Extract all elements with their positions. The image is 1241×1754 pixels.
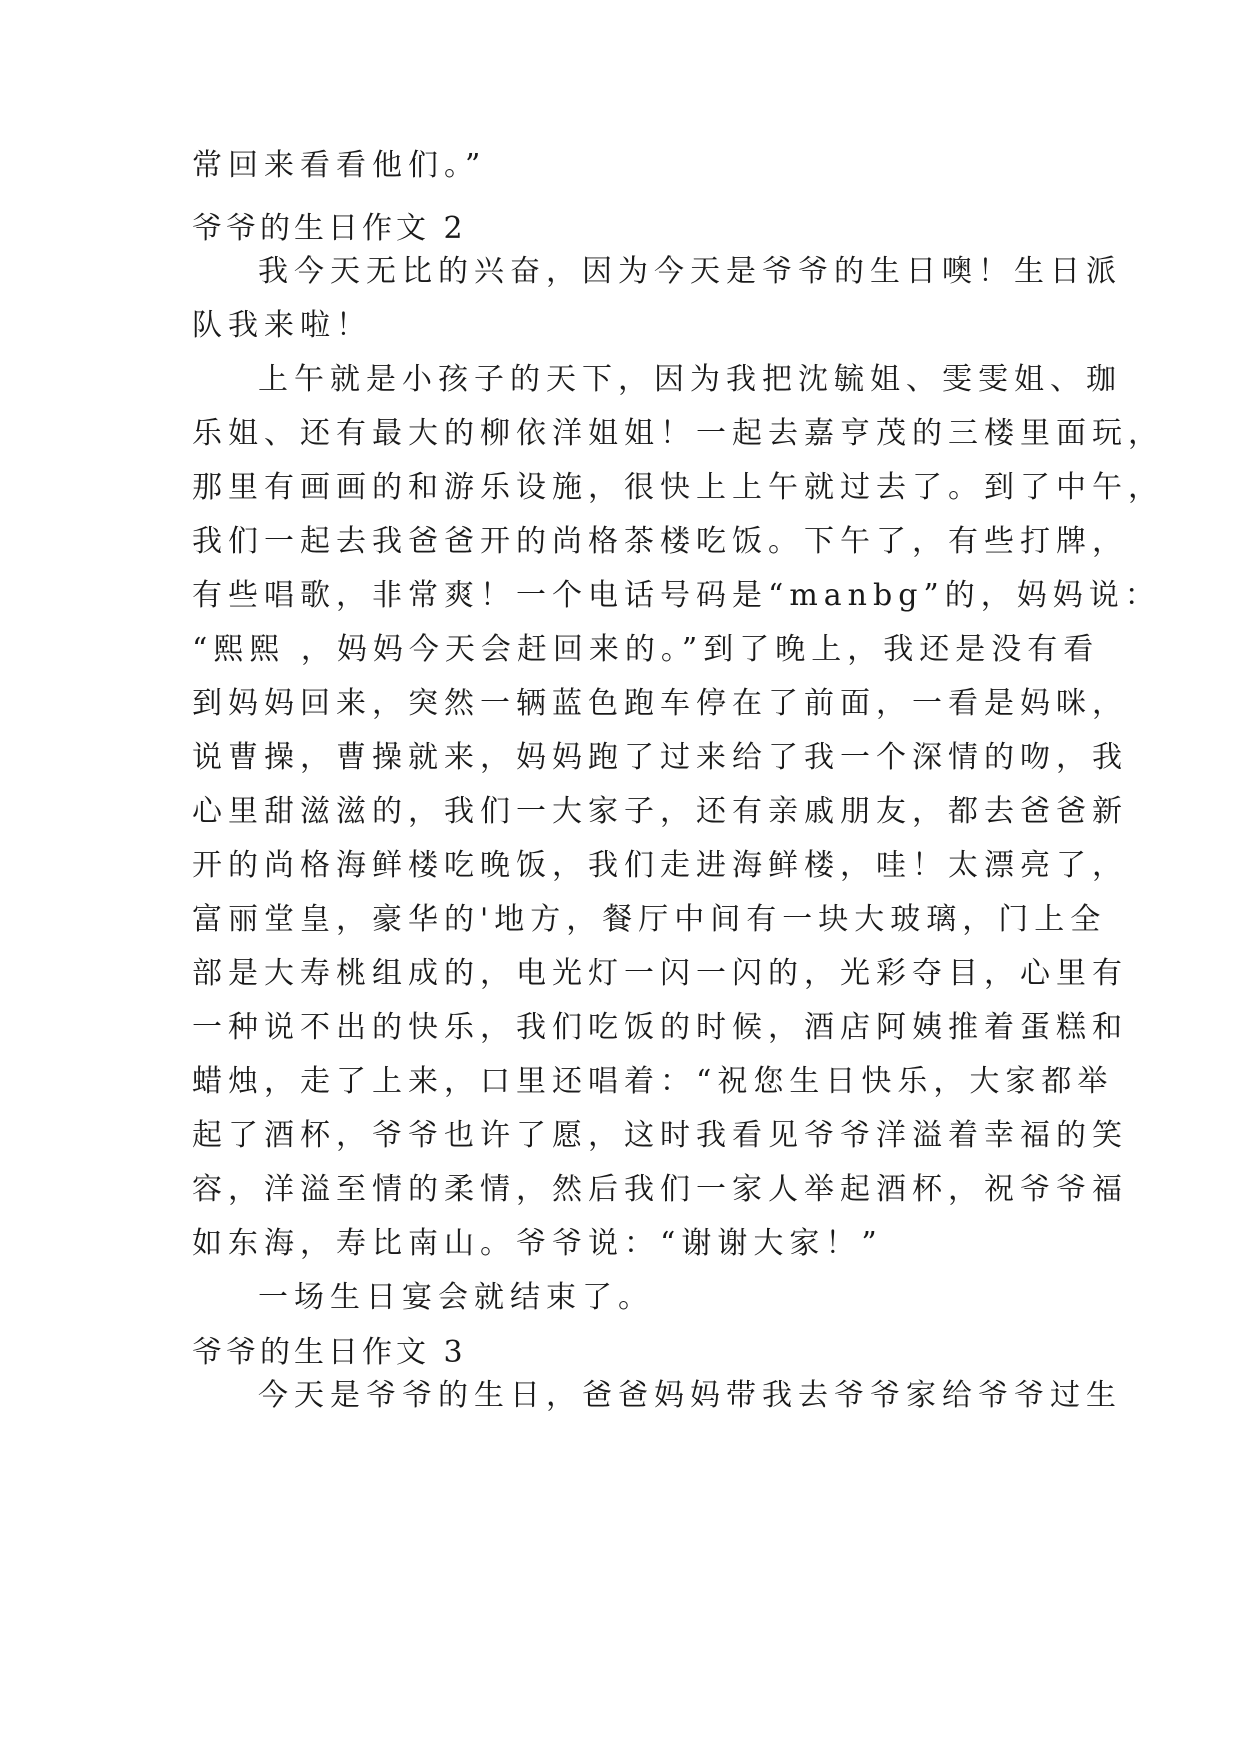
text-line: 那里有画画的和游乐设施，很快上上午就过去了。到了中午， [192,470,1164,505]
text-line: 队我来啦！ [192,308,372,343]
text-line: 常回来看看他们。” [192,148,487,183]
text-line: 心里甜滋滋的，我们一大家子，还有亲戚朋友，都去爸爸新 [192,794,1128,829]
section-heading: 爷爷的生日作文 3 [192,1335,467,1370]
text-line: 今天是爷爷的生日，爸爸妈妈带我去爷爷家给爷爷过生 [258,1378,1122,1413]
text-line: “熙熙 ，妈妈今天会赶回来的。”到了晚上，我还是没有看 [192,632,1100,667]
text-line: 到妈妈回来，突然一辆蓝色跑车停在了前面，一看是妈咪， [192,686,1128,721]
text-line: 我今天无比的兴奋，因为今天是爷爷的生日噢！生日派 [258,254,1122,289]
text-line: 起了酒杯，爷爷也许了愿，这时我看见爷爷洋溢着幸福的笑 [192,1118,1128,1153]
text-line: 说曹操，曹操就来，妈妈跑了过来给了我一个深情的吻，我 [192,740,1128,775]
text-line: 如东海，寿比南山。爷爷说：“谢谢大家！” [192,1226,883,1261]
text-line: 乐姐、还有最大的柳依洋姐姐！一起去嘉亨茂的三楼里面玩， [192,416,1164,451]
text-line: 容，洋溢至情的柔情，然后我们一家人举起酒杯，祝爷爷福 [192,1172,1128,1207]
text-line: 上午就是小孩子的天下，因为我把沈毓姐、雯雯姐、珈 [258,362,1122,397]
section-heading: 爷爷的生日作文 2 [192,211,467,246]
text-line: 有些唱歌，非常爽！一个电话号码是“manbg”的，妈妈说： [192,578,1161,613]
text-line: 一场生日宴会就结束了。 [258,1280,654,1315]
text-line: 我们一起去我爸爸开的尚格茶楼吃饭。下午了，有些打牌， [192,524,1128,559]
text-line: 部是大寿桃组成的，电光灯一闪一闪的，光彩夺目，心里有 [192,956,1128,991]
text-line: 富丽堂皇，豪华的'地方，餐厅中间有一块大玻璃，门上全 [192,902,1107,937]
text-line: 开的尚格海鲜楼吃晚饭，我们走进海鲜楼，哇！太漂亮了， [192,848,1128,883]
text-line: 蜡烛，走了上来，口里还唱着：“祝您生日快乐，大家都举 [192,1064,1114,1099]
text-line: 一种说不出的快乐，我们吃饭的时候，酒店阿姨推着蛋糕和 [192,1010,1128,1045]
